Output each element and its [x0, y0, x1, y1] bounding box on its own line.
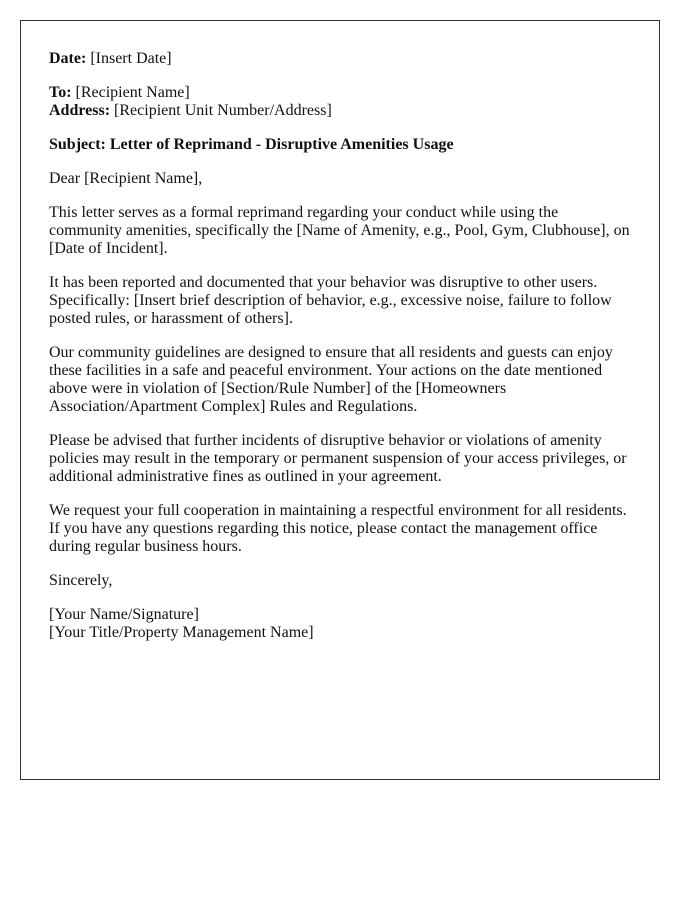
body-paragraph-4: Please be advised that further incidents of disruptive behavior or violations of amenity policies may result in the temporary or permanent suspension of your access privileges, or additional administrative fines as outlined in your agreement. — [49, 432, 627, 485]
body-paragraph-1: This letter serves as a formal reprimand regarding your conduct while using the community amenities, specifically the [Name of Amenity, e.g., Pool, Gym, Clubhouse], on [Date of Incident]. — [49, 204, 630, 257]
signature-block — [49, 606, 631, 642]
date-value: [Insert Date] — [90, 50, 172, 67]
letter-document — [20, 20, 660, 780]
salutation: Dear [Recipient Name], — [49, 170, 203, 187]
body-paragraph-3: Our community guidelines are designed to ensure that all residents and guests can enjoy these facilities in a safe and peaceful environment. Your actions on the date mentioned above were in violation of [Section/Rule Number] of the [Homeowners Association/Apartment Complex] Rules and Regulations. — [49, 344, 613, 415]
body-paragraph-2: It has been reported and documented that your behavior was disruptive to other users. Specifically: [Insert brief description of behavior, e.g., excessive noise, failure to follow posted rules, or harassment of others]. — [49, 274, 612, 327]
closing: Sincerely, — [49, 572, 113, 589]
date-line — [49, 50, 631, 68]
subject-line: Subject: Letter of Reprimand - Disruptive Amenities Usage — [49, 136, 454, 153]
signature-name: [Your Name/Signature] — [49, 606, 199, 623]
signature-title: [Your Title/Property Management Name] — [49, 624, 314, 641]
address-value: [Recipient Unit Number/Address] — [114, 102, 332, 119]
address-label: Address: — [49, 102, 111, 119]
to-value: [Recipient Name] — [75, 84, 190, 101]
body-paragraph-5: We request your full cooperation in maintaining a respectful environment for all residents. If you have any questions regarding this notice, please contact the management office during regular business hours. — [49, 502, 627, 555]
to-label: To: — [49, 84, 72, 101]
date-label: Date: — [49, 50, 87, 67]
recipient-block — [49, 84, 631, 120]
